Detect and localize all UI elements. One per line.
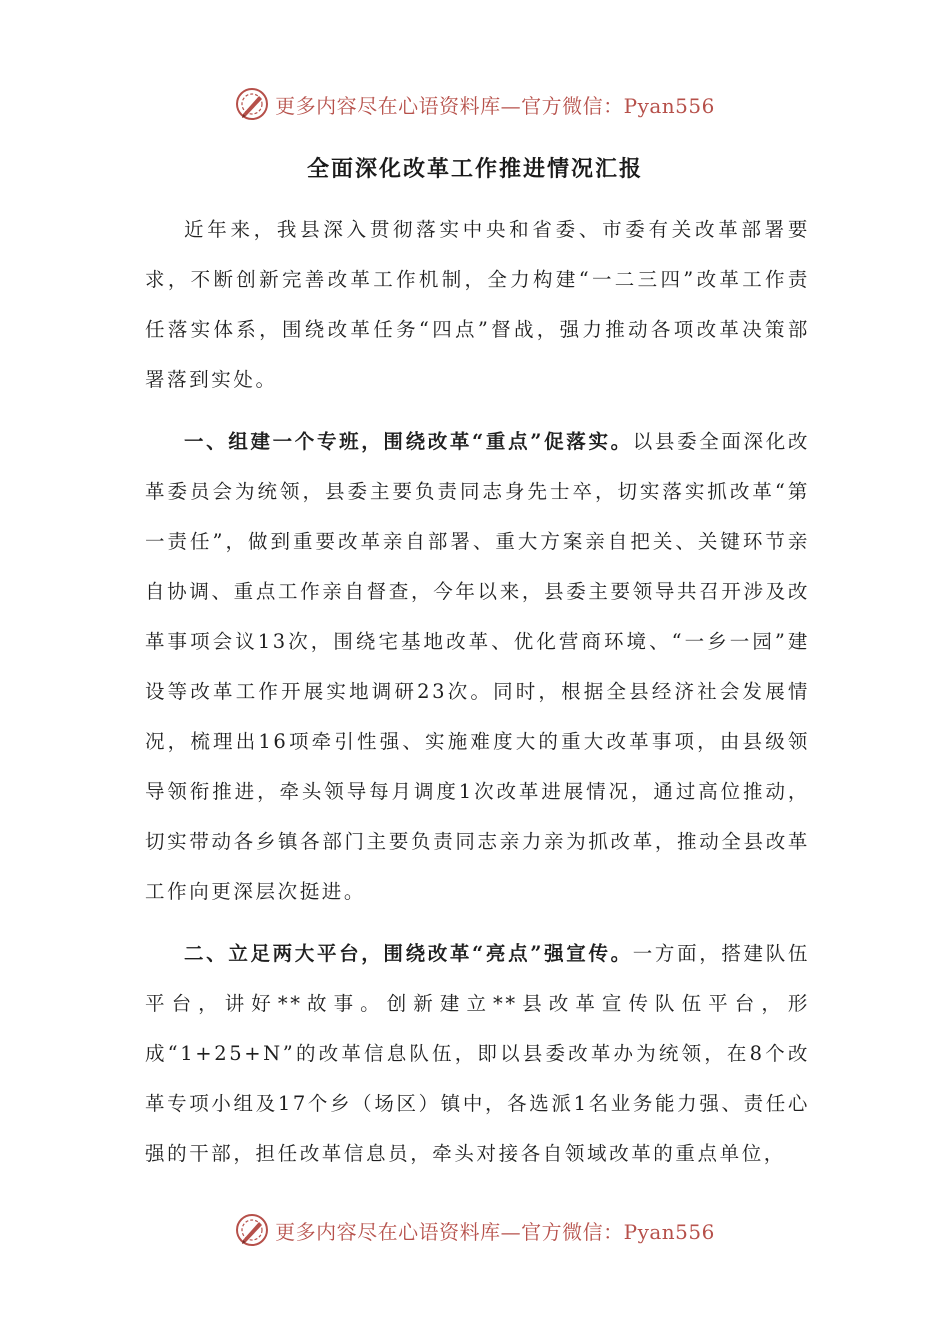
header-banner-text: 更多内容尽在心语资料库—官方微信：Pyan556	[275, 93, 715, 118]
pen-logo-icon	[235, 1213, 269, 1247]
section-1-heading: 一、组建一个专班，围绕改革“重点”促落实。	[184, 430, 633, 453]
footer-banner	[0, 1210, 950, 1250]
footer-banner-text: 更多内容尽在心语资料库—官方微信：Pyan556	[275, 1219, 715, 1244]
section-1-paragraph	[145, 417, 810, 917]
header-banner	[0, 84, 950, 124]
document-title: 全面深化改革工作推进情况汇报	[306, 156, 643, 182]
section-2-heading: 二、立足两大平台，围绕改革“亮点”强宣传。	[184, 942, 633, 965]
section-2-paragraph	[145, 929, 810, 1179]
section-1-body: 以县委全面深化改革委员会为统领，县委主要负责同志身先士卒，切实落实抓改革“第一责任”，做到重要改革亲自部署、重大方案亲自把关、关键环节亲自协调、重点工作亲自督查，今年以来，县委主要领导共召开涉及改革事项会议13次，围绕宅基地改革、优化营商环境、“一乡一园”建设等改革工作开展实地调研23次。同时，根据全县经济社会发展情况，梳理出16项牵引性强、实施难度大的重大改革事项，由县级领导领衔推进，牵头领导每月调度1次改革进展情况，通过高位推动，切实带动各乡镇各部门主要负责同志亲力亲为抓改革，推动全县改革工作向更深层次挺进。	[145, 430, 810, 903]
section-2-body: 一方面，搭建队伍平台，讲好**故事。创新建立**县改革宣传队伍平台，形成“1+25+N”的改革信息队伍，即以县委改革办为统领，在8个改革专项小组及17个乡（场区）镇中，各选派1名业务能力强、责任心强的干部，担任改革信息员，牵头对接各自领域改革的重点单位，	[145, 942, 810, 1165]
intro-paragraph: 近年来，我县深入贯彻落实中央和省委、市委有关改革部署要求，不断创新完善改革工作机制，全力构建“一二三四”改革工作责任落实体系，围绕改革任务“四点”督战，强力推动各项改革决策部署落到实处。	[145, 218, 810, 391]
document-body	[145, 205, 810, 1179]
pen-logo-icon	[235, 87, 269, 121]
